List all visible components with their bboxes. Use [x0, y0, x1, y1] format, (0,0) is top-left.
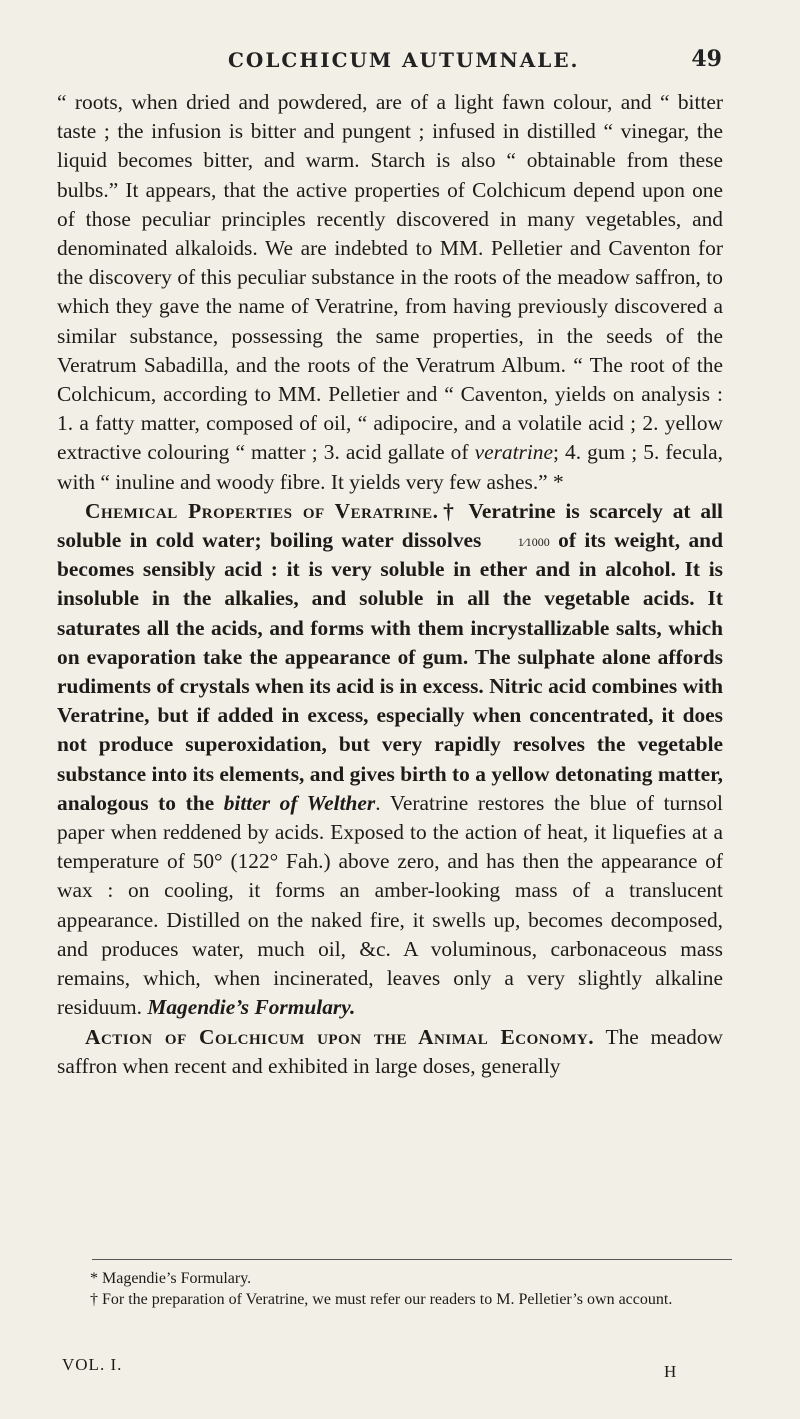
roots-text: “ roots, when dried and powdered, are of a light fawn colour, and “ bitter taste ; the infusion is bitter and pungent ; infused in distilled “ vinegar, the liquid becomes bitter, and warm. Starch is also “ obtainable from these bulbs.” It appears, that the active properties of Colchicum depend upon one of those peculiar principles recently discovered in many vegetables, and denominated alkaloids. We are indebted to MM. Pelletier and Caventon for the discovery of this peculiar substance in the roots of the meadow saffron, to which they gave the name of Veratrine, from having previously discovered a similar substance, possessing the same properties, in the seeds of the Veratrum Sabadilla, and the roots of the Veratrum Album. [57, 90, 723, 377]
veratrine-italic: veratrine [474, 440, 553, 465]
body-text [57, 88, 723, 1081]
chemical-text-a: Veratrine is scarcely at all soluble in cold water; boiling water dissolves [57, 498, 724, 553]
footnote-1: * Magendie’s Formulary. [90, 1270, 252, 1287]
chemical-text-c: . Veratrine restores the blue of turnsol paper when reddened by acids. Exposed to the action of heat, it liquefies at a temperature of 50° (122° Fah.) above zero, and has then the appearance of wax : on cooling, it forms an amber-looking mass of a translucent appearance. Distilled on the naked fire, it swells up, becomes decomposed, and produces water, much oil, &c. A voluminous, carbonaceous mass remains, which, when incinerated, leaves only a very slightly alkaline residuum. [57, 790, 723, 1020]
bitter-of-welther-italic: bitter of Welther [223, 790, 376, 815]
paragraph-action [57, 1023, 723, 1081]
paragraph-roots [57, 88, 723, 497]
footnote-rule [92, 1259, 732, 1260]
action-heading: Action of Colchicum upon the Animal Economy. [85, 1024, 595, 1049]
page-number: 49 [691, 46, 722, 72]
volume-mark: VOL. I. [62, 1355, 123, 1374]
analysis-text: “ The root of the Colchicum, according to MM. Pelletier and “ Caventon, yields on analysis : 1. a fatty matter, composed of oil, “ adipocire, and a volatile acid ; 2. yellow extractive colouring “ matter ; 3. acid gallate of [57, 352, 723, 465]
paragraph-chemical-properties [57, 497, 723, 1023]
footnote-2: † For the preparation of Veratrine, we must refer our readers to M. Pelletier’s own account. [90, 1291, 673, 1308]
chemical-text-b: of its weight, and becomes sensibly acid : it is very soluble in ether and in alcohol. It is insoluble in the alkalies, and soluble in all the vegetable acids. It saturates all the acids, and forms with them incrystallizable salts, which on evaporation take the appearance of gum. The sulphate alone affords rudiments of crystals when its acid is in excess. Nitric acid combines with Veratrine, but if added in excess, especially when concentrated, it does not produce superoxidation, but very rapidly resolves the vegetable substance into its elements, and gives birth to a yellow detonating matter, analogous to the [57, 528, 723, 815]
running-head: COLCHICUM AUTUMNALE. [228, 48, 580, 72]
footnotes [64, 1268, 736, 1310]
source-citation: Magendie’s Formulary. [147, 995, 356, 1020]
fraction: 1⁄1000 [517, 535, 550, 550]
signature-mark: H [664, 1362, 677, 1381]
action-text: The meadow saffron when recent and exhibited in large doses, generally [57, 1024, 723, 1078]
analysis-tail: ; 4. gum ; 5. fecula, with “ inuline and woody fibre. It yields very few ashes.” * [57, 440, 723, 494]
chemical-properties-heading: Chemical Properties of Veratrine.† [85, 498, 459, 523]
page-header [0, 44, 800, 76]
